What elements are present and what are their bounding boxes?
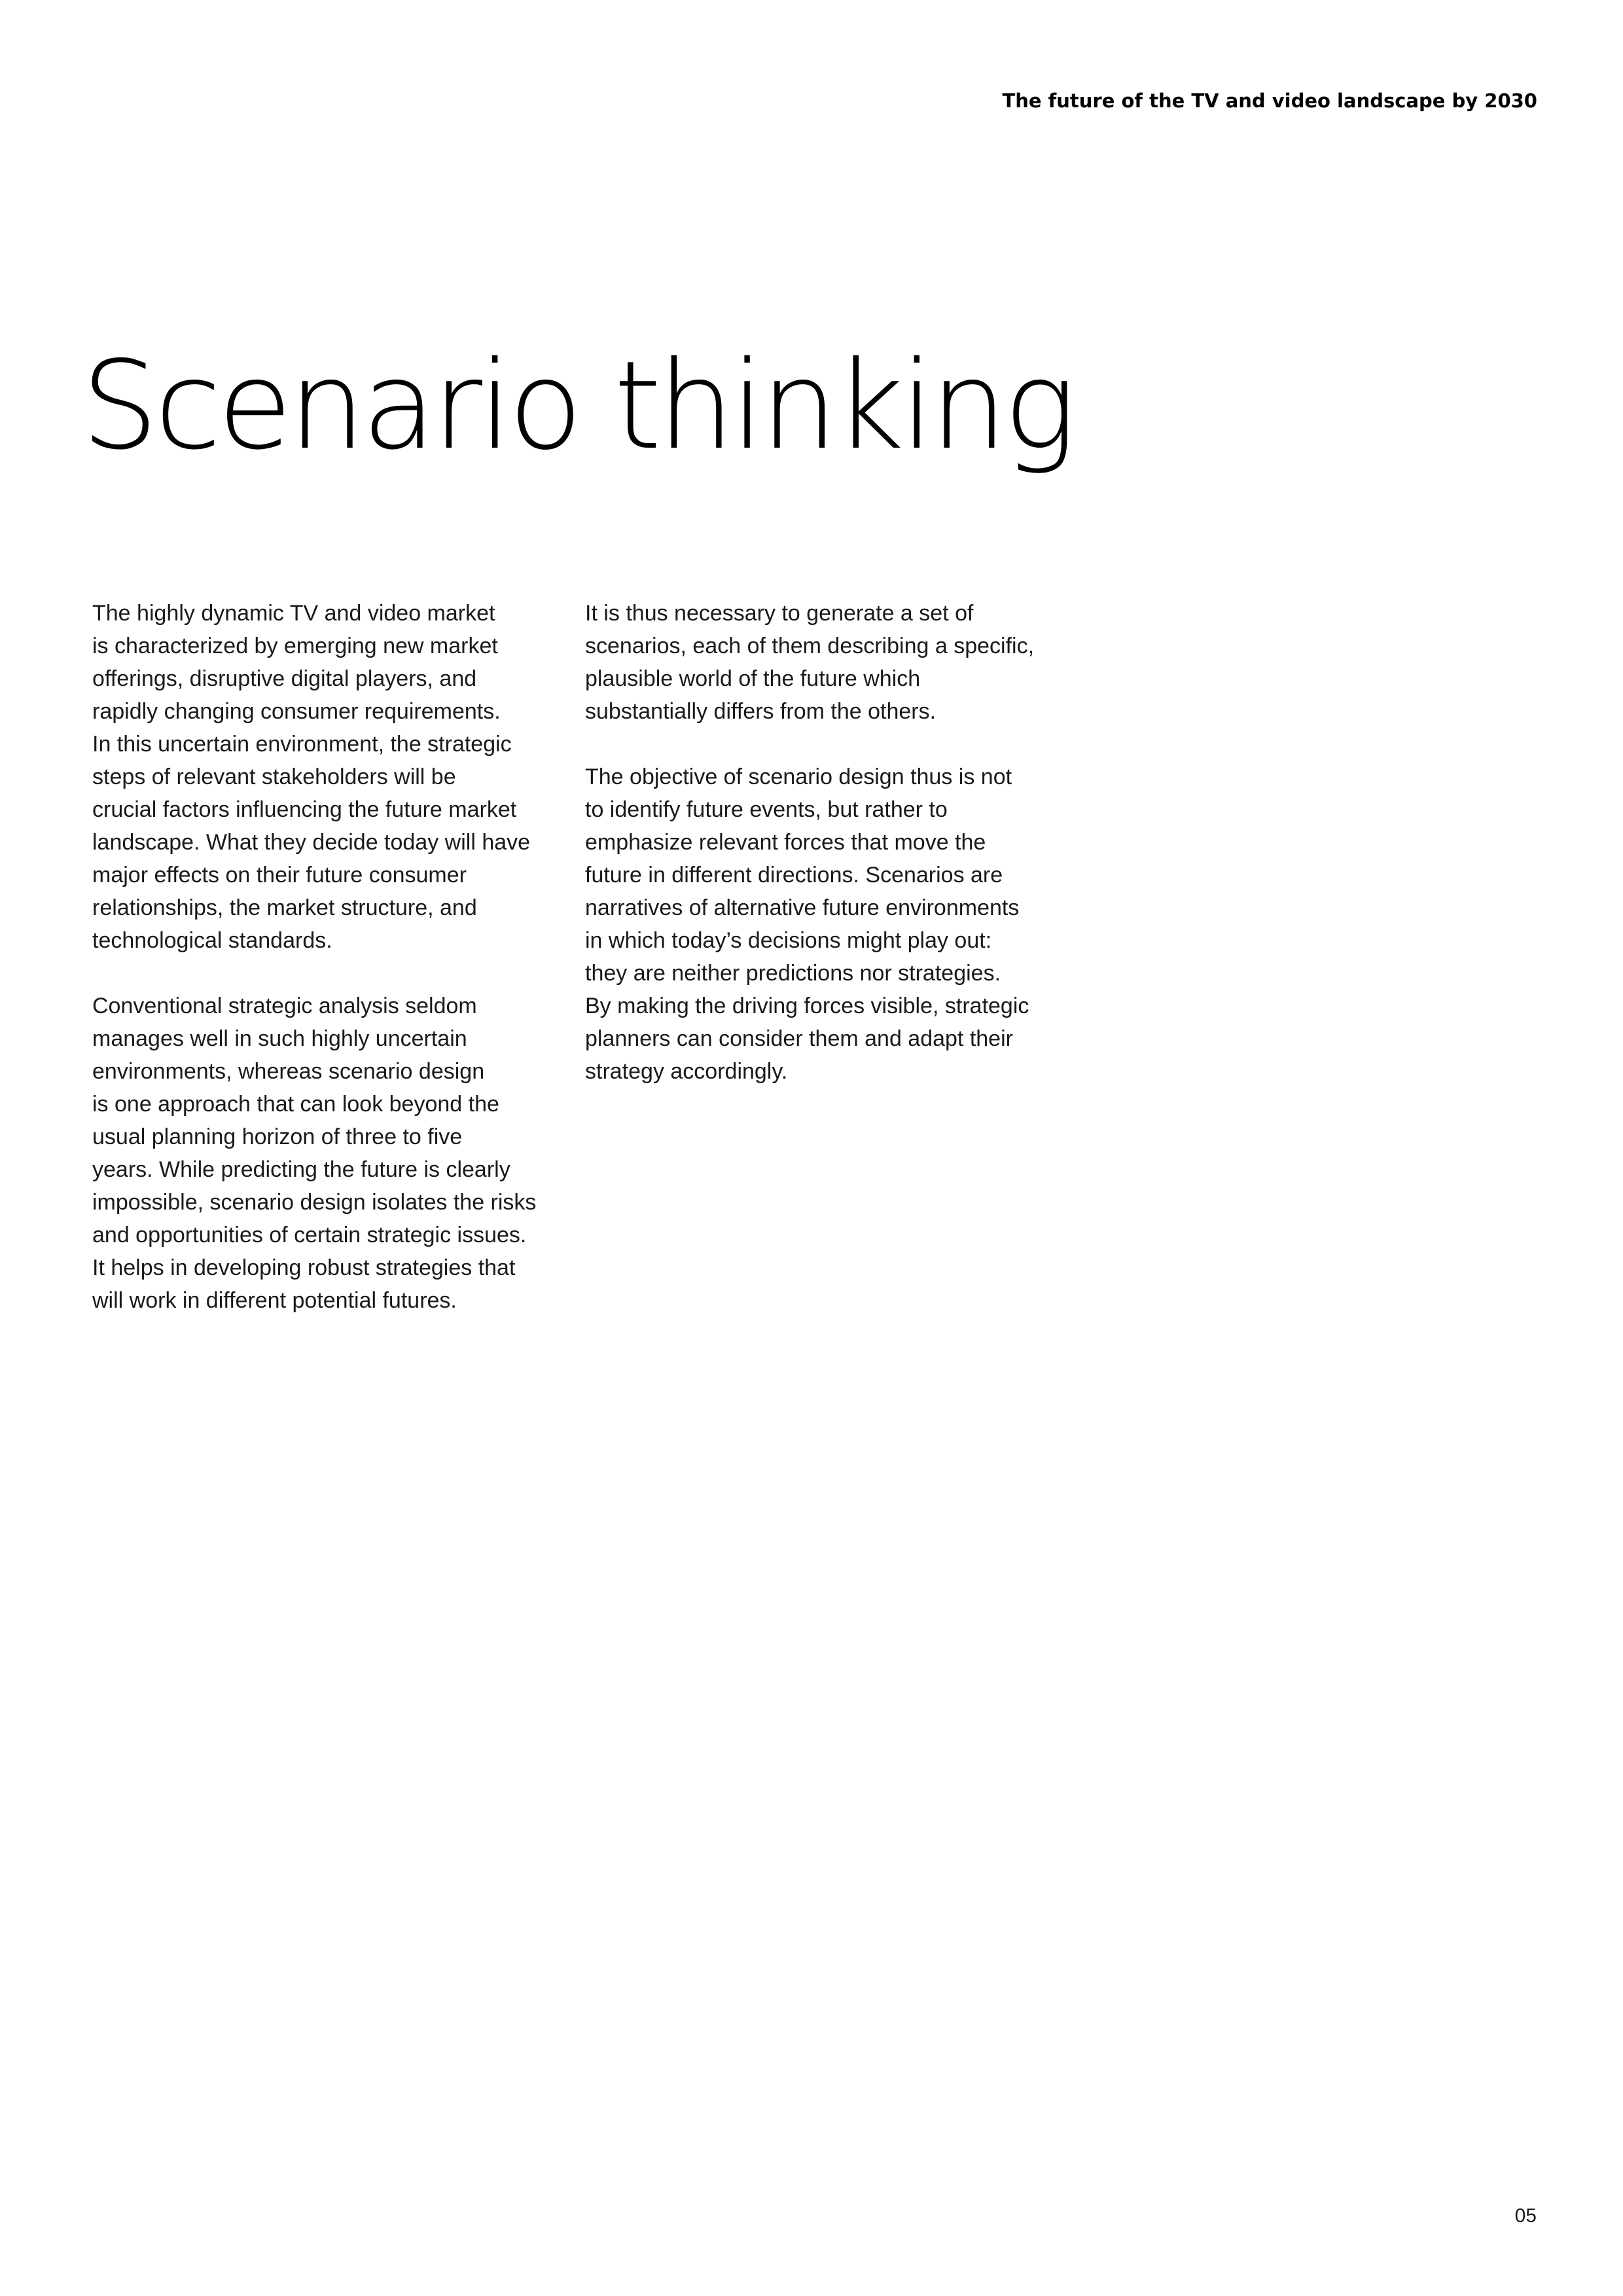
text-line: emphasize relevant forces that move the [585,830,986,855]
text-line: planners can consider them and adapt their [585,1026,1013,1051]
text-line: The highly dynamic TV and video market [92,601,495,626]
body-column-left [92,597,563,1350]
text-line: plausible world of the future which [585,666,921,691]
text-line: future in different directions. Scenarios are [585,863,1003,888]
text-line: In this uncertain environment, the strategic [92,732,512,757]
text-line: they are neither predictions nor strategies. [585,961,1001,986]
text-line: manages well in such highly uncertain [92,1026,467,1051]
text-line: narratives of alternative future environments [585,895,1020,920]
text-line: is one approach that can look beyond the [92,1092,499,1117]
text-line: relationships, the market structure, and [92,895,477,920]
text-line: and opportunities of certain strategic issues. [92,1223,527,1247]
body-paragraph [92,990,563,1317]
body-paragraph [585,761,1056,1088]
page-title: Scenario thinking [81,334,1073,476]
text-line: substantially differs from the others. [585,699,936,724]
text-line: Conventional strategic analysis seldom [92,994,477,1018]
text-line: is characterized by emerging new market [92,634,498,658]
text-line: scenarios, each of them describing a specific, [585,634,1035,658]
text-line: landscape. What they decide today will have [92,830,531,855]
text-line: years. While predicting the future is clearly [92,1157,510,1182]
text-line: crucial factors influencing the future market [92,797,517,822]
text-line: By making the driving forces visible, strategic [585,994,1029,1018]
body-paragraph [92,597,563,957]
text-line: environments, whereas scenario design [92,1059,485,1084]
text-line: impossible, scenario design isolates the risks [92,1190,537,1215]
text-line: to identify future events, but rather to [585,797,948,822]
text-line: major effects on their future consumer [92,863,467,888]
text-line: will work in different potential futures. [92,1288,457,1313]
page-number: 05 [1514,2205,1537,2227]
text-line: The objective of scenario design thus is not [585,764,1012,789]
running-header: The future of the TV and video landscape by 2030 [1002,90,1537,112]
body-column-right [585,597,1056,1121]
text-line: steps of relevant stakeholders will be [92,764,456,789]
text-line: offerings, disruptive digital players, and [92,666,477,691]
text-line: in which today’s decisions might play out: [585,928,992,953]
body-paragraph [585,597,1056,728]
text-line: technological standards. [92,928,332,953]
text-line: It helps in developing robust strategies that [92,1255,516,1280]
text-line: It is thus necessary to generate a set of [585,601,974,626]
text-line: rapidly changing consumer requirements. [92,699,501,724]
text-line: strategy accordingly. [585,1059,788,1084]
text-line: usual planning horizon of three to five [92,1124,463,1149]
